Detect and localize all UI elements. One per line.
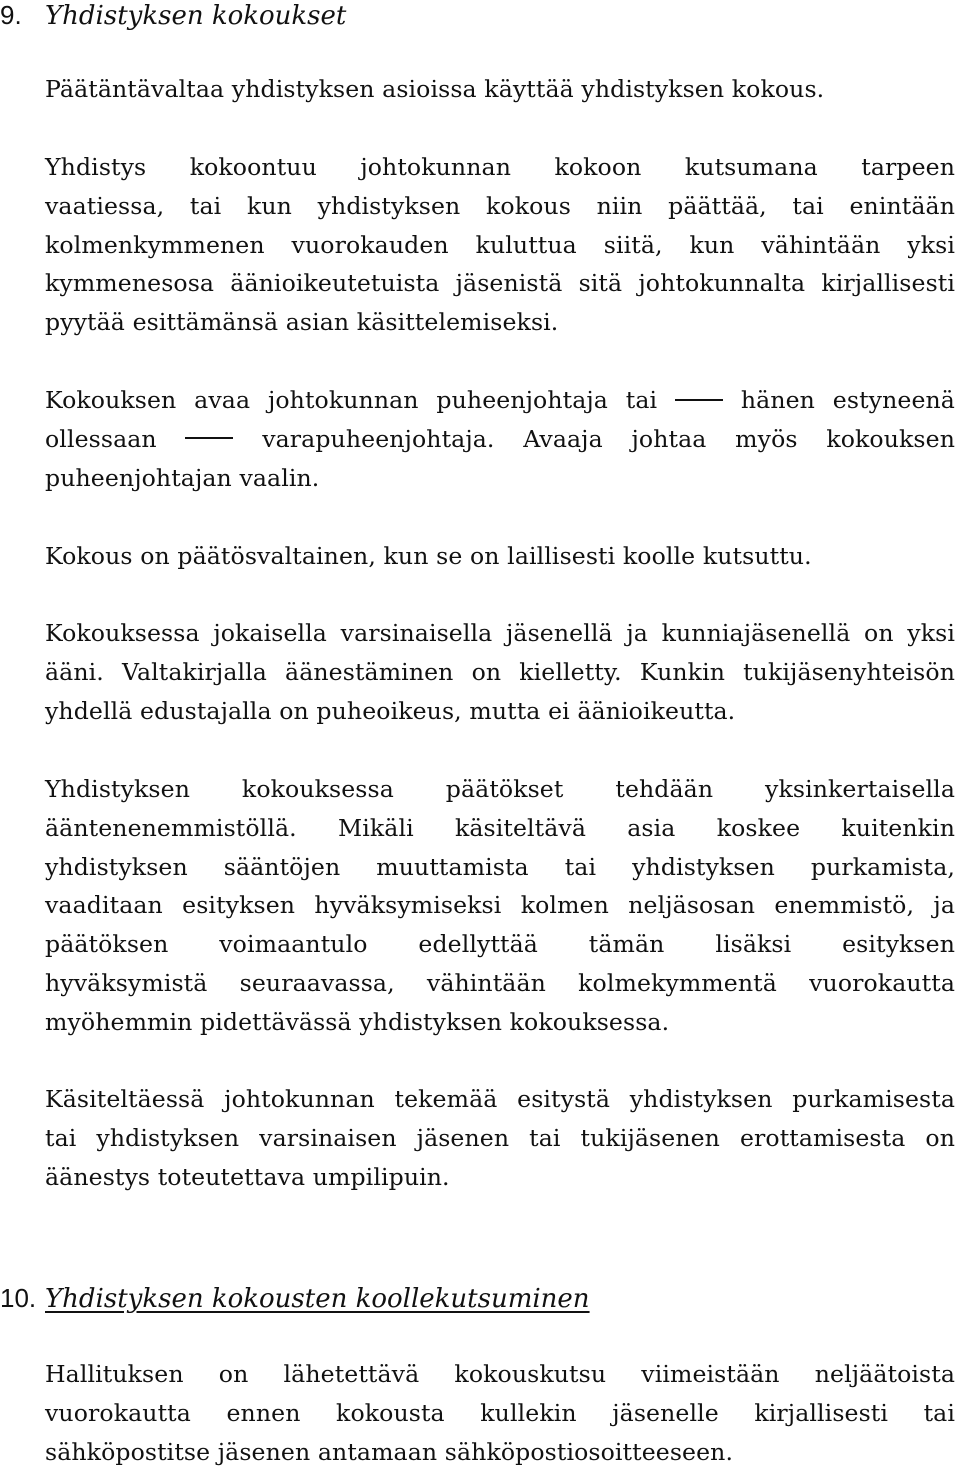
paragraph-meeting-invitation — [45, 1355, 955, 1471]
text-line: pyytää esittämänsä asian käsittelemiseksi. — [45, 308, 559, 337]
text-segment: Kokouksen avaa johtokunnan puheenjohtaja tai — [45, 386, 658, 414]
text-line: vaatiessa, tai kun yhdistyksen kokous niin päättää, tai enintään — [45, 191, 955, 220]
text-line: kolmenkymmenen vuorokauden kuluttua siitä, kun vähintään yksi — [45, 230, 955, 259]
section-9-heading — [0, 0, 346, 31]
text-line: päätöksen voimaantulo edellyttää tämän lisäksi esityksen — [45, 930, 955, 959]
text-line: vuorokautta ennen kokousta kullekin jäsenelle kirjallisesti tai — [45, 1398, 955, 1427]
text-line: ääni. Valtakirjalla äänestäminen on kielletty. Kunkin tukijäsenyhteisön — [45, 657, 955, 686]
section-number: 10. — [0, 1283, 37, 1313]
text-line: Yhdistyksen kokouksessa päätökset tehdään yksinkertaisella — [45, 775, 955, 803]
paragraph-secret-ballot — [45, 1080, 955, 1196]
text-line: puheenjohtajan vaalin. — [45, 463, 320, 492]
text-line: Kokouksessa jokaisella varsinaisella jäsenellä ja kunniajäsenellä on yksi — [45, 619, 955, 647]
text-line: Käsiteltäessä johtokunnan tekemää esitystä yhdistyksen purkamisesta — [45, 1085, 955, 1113]
paragraph-opening-meeting — [45, 381, 955, 497]
text-segment: hänen estyneenä — [740, 386, 955, 414]
text-line: Hallituksen on lähetettävä kokouskutsu viimeistään neljäätoista — [45, 1360, 955, 1388]
text-line: vaaditaan esityksen hyväksymiseksi kolmen neljäsosan enemmistö, ja — [45, 891, 955, 920]
text-line: yhdistyksen sääntöjen muuttamista tai yhdistyksen purkamista, — [45, 852, 955, 881]
paragraph-decision-power — [45, 70, 955, 109]
text-line: hyväksymistä seuraavassa, vähintään kolmekymmentä vuorokautta — [45, 968, 955, 997]
paragraph-voting-rights — [45, 614, 955, 730]
text-line: yhdellä edustajalla on puheoikeus, mutta ei äänioikeutta. — [45, 696, 736, 725]
em-dash — [185, 437, 233, 439]
text-segment: varapuheenjohtaja. Avaaja johtaa myös kokouksen — [262, 424, 955, 453]
text-line: myöhemmin pidettävässä yhdistyksen kokouksessa. — [45, 1007, 670, 1036]
text-line: sähköpostitse jäsenen antamaan sähköpostiosoitteeseen. — [45, 1437, 734, 1466]
section-title: Yhdistyksen kokousten koollekutsuminen — [45, 1284, 590, 1314]
text-line: kymmenesosa äänioikeutetuista jäsenistä sitä johtokunnalta kirjallisesti — [45, 269, 955, 298]
paragraph-convening — [45, 148, 955, 342]
paragraph-quorum — [45, 537, 955, 576]
text-segment: ollessaan — [45, 424, 157, 453]
section-number: 9. — [0, 0, 22, 30]
text-line: Kokous on päätösvaltainen, kun se on laillisesti koolle kutsuttu. — [45, 542, 812, 570]
text-line: Yhdistys kokoontuu johtokunnan kokoon kutsumana tarpeen — [45, 153, 955, 181]
text-line: äänestys toteutettava umpilipuin. — [45, 1162, 450, 1191]
text-line: tai yhdistyksen varsinaisen jäsenen tai tukijäsenen erottamisesta on — [45, 1123, 955, 1152]
text-line: Päätäntävaltaa yhdistyksen asioissa käyttää yhdistyksen kokous. — [45, 75, 825, 103]
paragraph-majority-decisions — [45, 770, 955, 1042]
text-line — [45, 420, 955, 459]
text-line: ääntenenemmistöllä. Mikäli käsiteltävä asia koskee kuitenkin — [45, 813, 955, 842]
section-10-heading — [0, 1283, 590, 1314]
section-title: Yhdistyksen kokoukset — [45, 1, 347, 31]
em-dash — [675, 399, 723, 401]
text-line — [45, 381, 955, 420]
